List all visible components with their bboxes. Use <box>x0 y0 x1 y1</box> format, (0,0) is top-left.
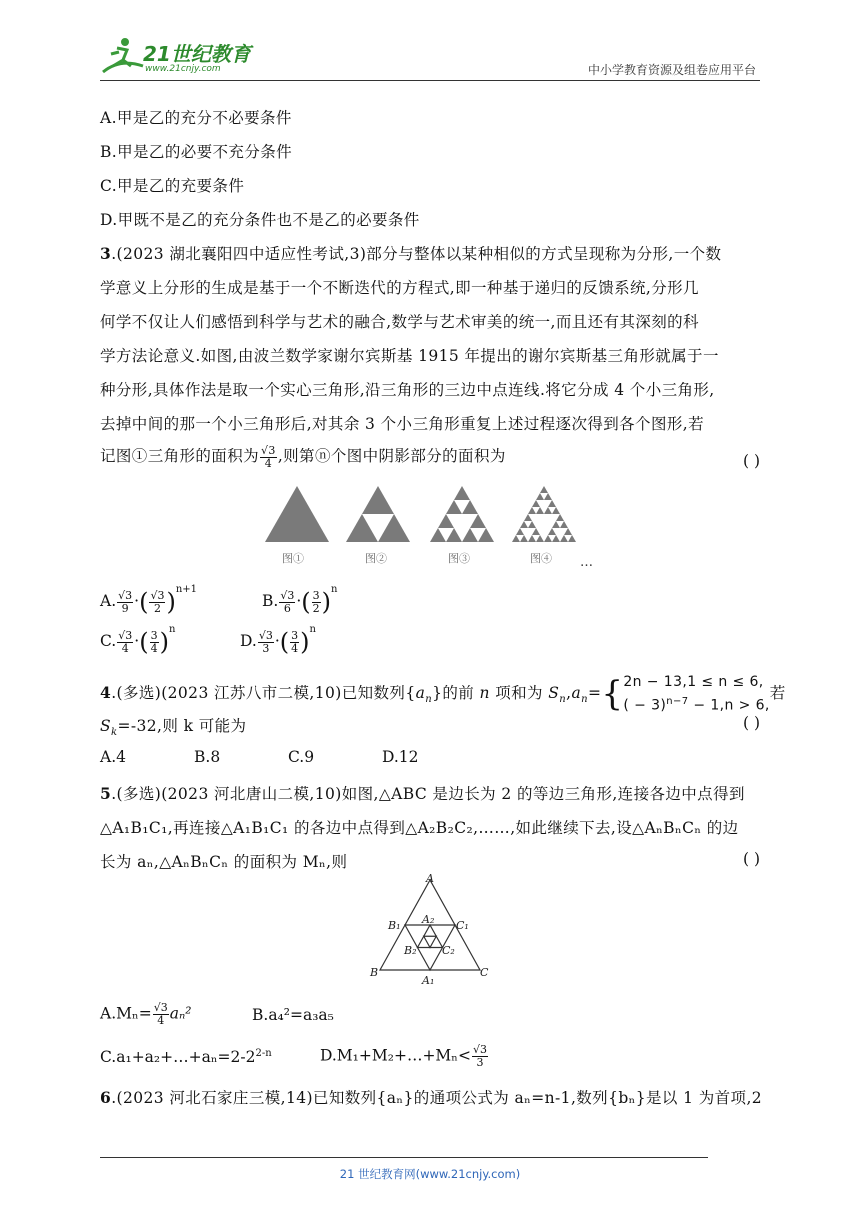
svg-text:C: C <box>480 966 489 979</box>
q5-option-a: A.Mₙ= $\frac{√3}{4}$ aₙ² <box>100 1001 192 1027</box>
q5-line-1: 5.(多选)(2023 河北唐山二模,10)如图,△ABC 是边长为 2 的等边三角形,连接各边中点得到 <box>100 784 745 803</box>
footer-rule <box>100 1157 708 1158</box>
svg-text:A: A <box>426 872 434 885</box>
q4-option-a: A.4 <box>100 748 126 766</box>
q4-line-2: $S_k=-32$,则 k 可能为 <box>100 717 247 739</box>
footer-text: 21 世纪教育网(www.21cnjy.com) <box>339 1167 521 1181</box>
q3-line-5: 种分形,具体作法是取一个实心三角形,沿三角形的三边中点连线.将它分成 4 个小三角形, <box>100 381 715 399</box>
q3-line-3: 何学不仅让人们感悟到科学与艺术的融合,数学与艺术审美的统一,而且还有其深刻的科 <box>100 313 699 331</box>
svg-text:C₂: C₂ <box>442 944 455 957</box>
q3-option-a: A. $\frac{√3}{9}$ ·( $\frac{√3}{2}$ )$^{n+1}$ <box>100 584 198 616</box>
svg-text:B: B <box>370 966 379 979</box>
fig-label-2: 图② <box>365 552 387 565</box>
sqrt3-over-4: $\frac{√3}{4}$ <box>261 443 276 470</box>
q3-line-7: 记图①三角形的面积为 $\frac{√3}{4}$ ,则第ⓝ个图中阴影部分的面积为 <box>100 443 506 470</box>
q4-option-d: D.12 <box>382 748 419 766</box>
q4-case-1: 2n − 13,1 ≤ n ≤ 6, <box>623 674 764 690</box>
q3-line-2: 学意义上分形的生成是基于一个不断迭代的方程式,即一种基于递归的反馈系统,分形几 <box>100 279 699 297</box>
fig-label-4: 图④ <box>530 552 552 565</box>
q3-option-d: D. $\frac{√3}{3}$ ·( $\frac{3}{4}$ )$^n$ <box>240 624 316 656</box>
q4-line-1: 4.(多选)(2023 江苏八市二模,10)已知数列$\{a_n\}$的前 n 项和为 $S_n,a_n=${ 2n − 13,1 ≤ n ≤ 6, ( − 3)$^{n-7}$ − 1,n > 6, 若 <box>100 673 786 714</box>
header-platform-text: 中小学教育资源及组卷应用平台 <box>587 63 756 77</box>
q2-option-b: B.甲是乙的必要不充分条件 <box>100 143 293 161</box>
fig-ellipsis: … <box>580 555 593 570</box>
q5-line-3: 长为 aₙ,△AₙBₙCₙ 的面积为 Mₙ,则 <box>100 853 348 871</box>
q3-option-c: C. $\frac{√3}{4}$ ·( $\frac{3}{4}$ )$^n$ <box>100 624 176 656</box>
q2-option-d: D.甲既不是乙的充分条件也不是乙的必要条件 <box>100 211 420 229</box>
q5-option-b: B.a₄²=a₃a₅ <box>252 1006 334 1024</box>
q4-case-2: ( − 3)$^{n-7}$ − 1,n > 6, <box>623 696 770 714</box>
q4-option-c: C.9 <box>288 748 315 766</box>
q6-line-1: 6.(2023 河北石家庄三模,14)已知数列{aₙ}的通项公式为 aₙ=n-1,数列{bₙ}是以 1 为首项,2 <box>100 1088 763 1107</box>
logo-sub-text: www.21cnjy.com <box>145 64 221 74</box>
q4-answer-paren: ( ) <box>742 714 760 732</box>
svg-text:A₁: A₁ <box>422 974 435 987</box>
svg-text:B₂: B₂ <box>404 944 417 957</box>
q2-option-a: A.甲是乙的充分不必要条件 <box>100 109 292 127</box>
q3-answer-paren: ( ) <box>742 452 760 470</box>
q2-option-c: C.甲是乙的充要条件 <box>100 177 245 195</box>
q5-option-d: D.M₁+M₂+…+Mₙ< $\frac{√3}{3}$ <box>320 1043 488 1069</box>
svg-text:B₁: B₁ <box>388 919 401 932</box>
nested-triangles-figure <box>366 872 496 990</box>
q3-number: 3 <box>100 244 112 263</box>
q3-line-6: 去掉中间的那一个小三角形后,对其余 3 个小三角形重复上述过程逐次得到各个图形,若 <box>100 415 704 433</box>
svg-text:C₁: C₁ <box>456 919 469 932</box>
q5-answer-paren: ( ) <box>742 850 760 868</box>
svg-text:A₂: A₂ <box>422 913 435 926</box>
header-rule <box>100 80 760 81</box>
q3-line-4: 学方法论意义.如图,由波兰数学家谢尔宾斯基 1915 年提出的谢尔宾斯基三角形就属于一 <box>100 347 719 365</box>
sierpinski-figures <box>260 484 600 572</box>
logo-main-text: 21世纪教育 <box>143 42 251 66</box>
logo <box>95 36 265 80</box>
q5-option-c: $C.a_1+a_2+\dots+a_n=2-2^{2-n}$ <box>100 1048 272 1067</box>
q3-option-b: B. $\frac{√3}{6}$ ·( $\frac{3}{2}$ )$^n$ <box>262 584 338 616</box>
q4-option-b: B.8 <box>194 748 221 766</box>
q5-line-2: △A₁B₁C₁,再连接△A₁B₁C₁ 的各边中点得到△A₂B₂C₂,……,如此继续下去,设△AₙBₙCₙ 的边 <box>100 819 739 837</box>
q3-line-1: 3.(2023 湖北襄阳四中适应性考试,3)部分与整体以某种相似的方式呈现称为分形,一个数 <box>100 244 722 263</box>
fig-label-1: 图① <box>282 552 304 565</box>
fig-label-3: 图③ <box>448 552 470 565</box>
